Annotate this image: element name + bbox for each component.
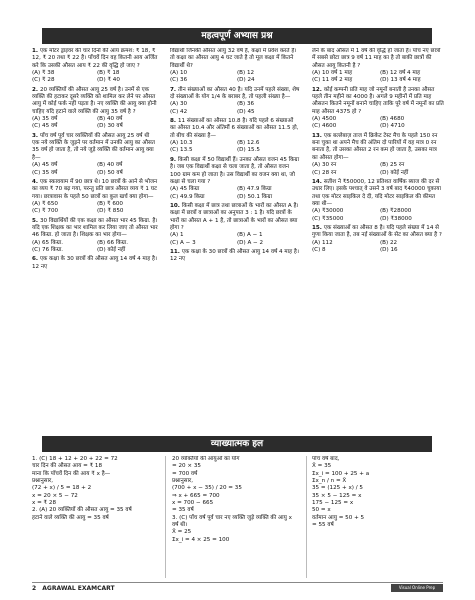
option: (A) 35 वर्ष — [32, 116, 58, 123]
option: (D) 30 वर्ष — [97, 123, 123, 130]
solution-line: X̄ = 35 — [312, 463, 332, 470]
question-body: पाँच वर्ष पूर्व चार व्यक्तियों की औसत आयु 25 वर्ष थी एक नये व्यक्ति के जुड़ने पर वर्तमान में उनकी आयु का औसत 35 वर्ष हो जाता है, तो नये जुड़े व्यक्ति की वर्तमान आयु क्या है— — [32, 132, 155, 161]
question-text — [32, 87, 158, 116]
option: (D) 4710 — [380, 123, 405, 130]
option: (D) कोई नहीं — [97, 246, 126, 253]
question-item — [32, 179, 158, 216]
solutions-heading: व्याख्यात्मक हल — [42, 436, 432, 452]
option: (D) 15.5 — [237, 147, 260, 154]
option: (D) ₹ 40 — [97, 77, 120, 84]
option: (A) 10 वर्ष 1 माह — [312, 70, 353, 77]
question-body: एक स्कावयाम में 90 छात्र थे। 10 छात्रों के आने से भोजन का व्यय ₹ 70 बढ़ गया, परन्तु प्रति छात्र औसत व्यय ₹ 1 घट गया। छात्रावास के पहले 50 छात्रों का कुल खर्च क्या होगा— — [32, 178, 158, 200]
question-text — [312, 133, 444, 162]
option: (C) ₹ 700 — [32, 208, 59, 215]
options-grid — [32, 201, 158, 216]
option: (D) ₹ 850 — [97, 208, 124, 215]
questions-column-2 — [170, 48, 300, 432]
question-number: 1. — [32, 48, 40, 54]
question-item — [170, 157, 300, 201]
options-grid — [170, 140, 300, 155]
option: (D) 24 — [237, 77, 255, 84]
question-item — [312, 133, 444, 177]
question-body: किसी कक्षा में 50 विद्यार्थी हैं। उनका औसत वजन 45 किग्रा है। जब एक विद्यार्थी कक्षा से चला जाता है, तो औसत वजन 100 ग्राम कम हो जाता है। उस विद्यार्थी का वजन क्या था, जो कक्षा से चला गया ? — [170, 156, 300, 185]
solution-line: X̄ = 25 — [172, 529, 192, 536]
question-text — [32, 179, 158, 201]
option: (A) 10.3 — [170, 140, 193, 147]
solution-line: = 20 × 35 — [172, 463, 201, 470]
question-text — [312, 87, 444, 116]
question-text — [170, 48, 300, 70]
option: (B) 36 — [237, 101, 255, 108]
question-number: 10. — [170, 202, 182, 209]
options-grid — [312, 208, 444, 223]
solution-line: चार दिन की औसत आय = ₹ 18 — [32, 463, 103, 470]
option: (B) 22 — [380, 239, 398, 246]
question-number: 7. — [170, 86, 178, 93]
option: (C) 13.5 — [170, 147, 193, 154]
question-text — [312, 179, 444, 208]
option: (D) ₹38000 — [380, 215, 412, 222]
column-divider — [306, 456, 307, 578]
page-number: 2 — [32, 585, 37, 592]
option: (C) 4600 — [312, 123, 337, 130]
question-number: 12. — [312, 86, 324, 93]
option: (B) ₹ 600 — [97, 200, 123, 207]
solution-line: 50 = x — [312, 507, 331, 514]
solution-line: = 55 वर्ष — [312, 522, 334, 529]
question-text — [312, 48, 444, 70]
question-body: एक संख्याओं का औसत 8 है। यदि पहले संख्या में 14 से गुणा किया जाता है, तब नई संख्याओं के सेट का औसत क्या है ? — [312, 224, 442, 239]
option: (A) 112 — [312, 239, 333, 246]
question-item — [312, 179, 444, 223]
question-item — [32, 256, 158, 271]
question-item — [32, 218, 158, 255]
question-text — [312, 225, 444, 240]
question-body: तीन संख्याओं का औसत 40 है। यदि उनमें पहले संख्या, शेष दो संख्याओं के योग 1/4 के बराबर है, तो पहली संख्या है— — [170, 86, 300, 101]
solution-line: = 700 वर्ष — [172, 470, 198, 477]
question-text — [170, 118, 300, 140]
solution-line: हटाने वाले व्यक्ति की आयु = 35 वर्ष — [32, 514, 109, 521]
question-body: किसी कक्षा में छात्र तथा छात्राओं के भारों का औसत A है। कक्षा में छात्रों व छात्राओं का अनुपात 3 : 1 है। यदि छात्रों के भारों का औसत A + 1 है, तो छात्राओं के भारों का औसत क्या होगा ? — [170, 202, 299, 231]
question-text — [32, 218, 158, 240]
question-body: 30 विद्यार्थियों की एक कक्षा का औसत भार 45 किग्रा. है। यदि एक शिक्षक का भार शामिल कर लिया जाए तो औसत भार 46 किग्रा. हो जाता है। शिक्षक का भार होगा— — [32, 217, 158, 239]
option: (B) 40 वर्ष — [97, 162, 123, 169]
question-item — [170, 87, 300, 116]
solution-line: Σx_n / n = X̄ — [312, 478, 347, 485]
option: (D) 45 — [237, 108, 255, 115]
question-body: सतीश ने ₹50000, 12 प्रतिशत वार्षिक ब्याज की दर से उधार लिए। इसके पश्चात् वे उसने 3 वर्ष बाद ₹40000 चुकाया तथा एक मोटर साइकिल दे दी, यदि मोटर साइकिल की कीमत क्या थी— — [312, 178, 441, 207]
solution-line: 35 × 5 − 125 = x — [312, 492, 362, 499]
solution-line: 3. (C) पाँच वर्ष पूर्व चार नए व्यक्ति जुड़े व्यक्ति की आयु x वर्ष थी। — [172, 514, 292, 529]
option: (C) 35 वर्ष — [32, 169, 58, 176]
question-number: 15. — [312, 224, 324, 231]
solutions-column-3 — [312, 456, 444, 580]
solution-line: 35 = (125 + x) / 5 — [312, 485, 363, 492]
option: (A) ₹ 38 — [32, 70, 55, 77]
question-number: 3. — [32, 132, 40, 139]
option: (B) 40 वर्ष — [97, 116, 123, 123]
question-item — [170, 118, 300, 155]
solution-line: (72 + x) / 5 = 18 + 2 — [32, 485, 92, 492]
question-body: लेने के बाद औसत में 1 वर्ष की वृद्धि हो जाता है। पाँच नए छात्रों में सबसे छोटा छात्र 9 वर्ष 11 माह का है तो बाकी छात्रों की औसत आयु कितनी है ? — [312, 48, 441, 69]
option: (A) 45 किग्रा — [170, 186, 200, 193]
option: (B) 66 किग्रा. — [97, 239, 129, 246]
question-number: 8. — [170, 118, 178, 125]
option: (C) A − 3 — [170, 239, 196, 246]
option: (D) 16 — [380, 246, 398, 253]
option: (A) 10 — [170, 70, 188, 77]
solution-line: वर्तमान आयु = 50 + 5 — [312, 514, 365, 521]
option: (A) 45 वर्ष — [32, 162, 58, 169]
option: (B) 12.6 — [237, 140, 260, 147]
question-item — [170, 48, 300, 85]
solution-line: पाँच वर्ष बाद, — [312, 456, 340, 462]
solutions-column-2 — [172, 456, 300, 580]
question-body: एक कक्षा के 30 छात्रों की औसत आयु 14 वर्ष 4 माह है। 12 नए — [170, 248, 299, 263]
solution-line: = 35 वर्ष — [172, 507, 194, 514]
footer-rule — [32, 582, 443, 583]
solution-line: x = 20 × 5 − 72 — [32, 492, 78, 499]
option: (A) 30 — [170, 101, 188, 108]
solution-line: ⇒ x + 665 = 700 — [172, 492, 220, 499]
questions-column-3 — [312, 48, 444, 432]
solution-line: 2. (A) 20 व्यक्तियों की औसत आयु = 35 वर्ष — [32, 507, 132, 514]
option: (C) 45 वर्ष — [32, 123, 58, 130]
option: (A) 4500 — [312, 116, 337, 123]
option: (B) ₹ 18 — [97, 70, 120, 77]
solution-line: प्रश्नानुसार, — [32, 478, 53, 485]
question-text — [32, 48, 158, 70]
solution-line: 1. (C) 18 + 12 + 20 + 22 = 72 — [32, 456, 118, 462]
options-grid — [32, 116, 158, 131]
option: (D) कोई नहीं — [380, 169, 409, 176]
options-grid — [32, 240, 158, 255]
question-number: 9. — [170, 156, 178, 163]
solution-line: Σx_i = 100 + 25 + a — [312, 470, 370, 477]
question-item — [170, 249, 300, 264]
solution-line: प्रश्नानुसार, — [172, 478, 193, 485]
question-number: 14. — [312, 178, 324, 185]
column-divider — [165, 456, 166, 578]
option: (B) 25 रन — [380, 162, 405, 169]
options-grid — [32, 162, 158, 177]
question-item — [32, 48, 158, 85]
option: (C) 42 — [170, 108, 188, 115]
option: (B) 47.9 किग्रा — [237, 186, 272, 193]
question-body: एक कक्षा के 30 छात्रों की औसत आयु 14 वर्ष 4 माह है। 12 नए — [32, 256, 158, 270]
option: (A) ₹30000 — [312, 208, 344, 215]
options-grid — [312, 162, 444, 177]
question-number: 6. — [32, 256, 40, 263]
question-item — [170, 203, 300, 247]
option: (B) 12 — [237, 70, 255, 77]
question-number: 2. — [32, 86, 40, 93]
question-text — [32, 133, 158, 162]
question-item — [312, 87, 444, 131]
solution-line: x = ₹ 28 — [32, 500, 57, 507]
footer-badge: Visual Online Prep — [391, 584, 443, 592]
solution-line: Σx_i = 4 × 25 = 100 — [172, 536, 230, 543]
option: (C) ₹35000 — [312, 215, 344, 222]
question-text — [170, 203, 300, 232]
option: (A) ₹ 650 — [32, 200, 58, 207]
option: (D) 50.1 किग्रा — [237, 193, 273, 200]
question-number: 4. — [32, 178, 40, 185]
question-number: 11. — [170, 248, 182, 255]
option: (B) 12 वर्ष 4 माह — [380, 70, 421, 77]
question-number: 13. — [312, 132, 324, 139]
question-body: 11 संख्याओं का औसत 10.8 है। यदि पहले 6 संख्याओं का औसत 10.4 और अंतिमौं 6 संख्याओं का औसत 11.5 हो, तो बीच की संख्या है— — [170, 118, 299, 139]
option: (B) A − 1 — [237, 232, 263, 239]
option: (C) 28 रन — [312, 169, 337, 176]
options-grid — [170, 101, 300, 116]
question-item — [312, 225, 444, 254]
question-body: एक बल्लेबाज़ ताज में क्रिकेट टेस्ट मैच के पहले 150 रन बना चुका था अपने मैच की अंतिम दो पारियों में वह मात्र 0 रन बनाता है, तो उसका औसत 2 रन कम हो जाता है, उसका मात्र का औसत होगा— — [312, 132, 438, 161]
question-body: विद्यार्थी जिनकी औसत आयु 32 वर्ष है, कक्षा में प्रवेश करते हैं। तो कक्षा का औसत आयु 4 घट जाते है तो मूल कक्षा में कितने विद्यार्थी थे? — [170, 48, 297, 69]
solution-line: (700 + x − 35) / 20 = 35 — [172, 485, 242, 492]
option: (D) 13 वर्ष 4 माह — [380, 77, 421, 84]
options-grid — [170, 232, 300, 247]
option: (B) ₹28000 — [380, 208, 412, 215]
option: (C) 36 — [170, 77, 188, 84]
question-body: कोई कम्पनी प्रति माह जो नमूनों बनाती है उनका औसत पहले तीन महीने का 4000 है। अगले 9 महीनों में प्रति माह औसतन कितने नमूनों बनाने चाहिए ताकि पूरे वर्ष में नमूनों का प्रति माह औसत 4375 हो ? — [312, 86, 444, 115]
question-item — [312, 48, 444, 85]
question-item — [32, 87, 158, 131]
option: (D) A − 2 — [237, 239, 264, 246]
footer — [32, 585, 115, 592]
options-grid — [32, 70, 158, 85]
solution-line: 175 − 125 = x — [312, 500, 354, 507]
option: (A) 1 — [170, 232, 184, 239]
option: (C) 11 वर्ष 2 माह — [312, 77, 353, 84]
option: (C) 76 किग्रा. — [32, 246, 64, 253]
question-text — [32, 256, 158, 271]
questions-column-1 — [32, 48, 158, 432]
solution-line: x = 700 − 665 — [172, 500, 214, 507]
options-grid — [170, 186, 300, 201]
practice-heading: महत्वपूर्ण अभ्यास प्रश्न — [42, 28, 432, 44]
question-text — [170, 249, 300, 264]
question-body: एक मोटर ड्राइवर की चार दिनों की आय क्रमश: ₹ 18, ₹ 12, ₹ 20 तथा ₹ 22 है। पाँचवें दिन वह कितनी आय अर्जित करे कि उसकी औसत आय ₹ 22 की वृद्धि हो जाए ? — [32, 48, 158, 69]
option: (B) 4680 — [380, 116, 405, 123]
option: (D) 50 वर्ष — [97, 169, 123, 176]
question-body: 20 व्यक्तियों की औसत आयु 25 वर्ष है। उनमें से एक व्यक्ति की हटाकर दूसरे व्यक्ति को शामिल कर लेने पर औसत आयु में कोई फर्क नहीं पड़ता है। नए व्यक्ति की आयु क्या होनी चाहिए यदि हटाने वाले व्यक्ति की आयु 35 वर्ष है ? — [32, 86, 157, 115]
option: (A) 65 किग्रा. — [32, 239, 63, 246]
option: (A) 30 रन — [312, 162, 337, 169]
solutions-column-1 — [32, 456, 160, 580]
solution-line: 20 व्यक्तियों की आयुओं का योग — [172, 456, 240, 462]
options-grid — [312, 240, 444, 255]
question-text — [170, 87, 300, 102]
brand-name: AGRAWAL EXAMCART — [42, 585, 115, 592]
question-text — [170, 157, 300, 186]
option: (C) ₹ 28 — [32, 77, 55, 84]
options-grid — [312, 116, 444, 131]
option: (C) 49.9 किग्रा — [170, 193, 205, 200]
options-grid — [312, 70, 444, 85]
options-grid — [170, 70, 300, 85]
question-item — [32, 133, 158, 177]
question-number: 5. — [32, 217, 40, 224]
solution-line: माना कि पाँचवें दिन की आय ₹ x है— — [32, 470, 111, 477]
option: (C) 8 — [312, 246, 326, 253]
